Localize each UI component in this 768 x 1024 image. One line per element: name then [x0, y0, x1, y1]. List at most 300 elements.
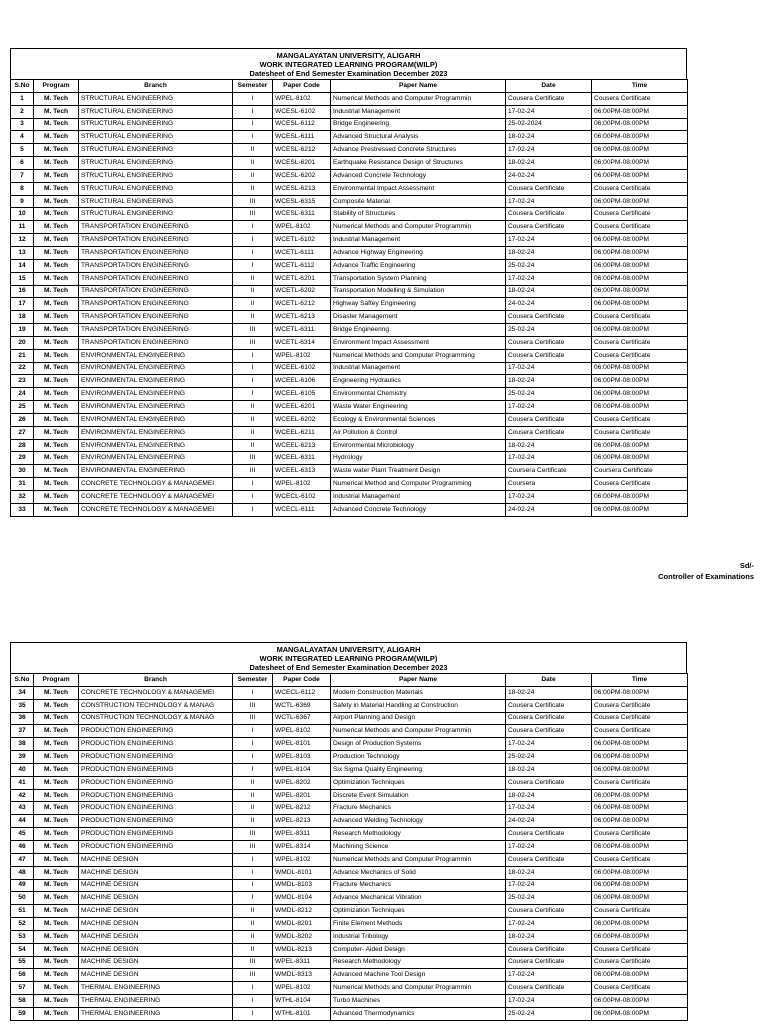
table-row [11, 879, 688, 892]
cell-paper-code: WPEL-8102 [273, 349, 331, 362]
cell-time: 06:00PM-08:00PM [592, 259, 688, 272]
cell-date: 18-02-24 [506, 375, 592, 388]
cell-paper-code: WCETL-6112 [273, 259, 331, 272]
table-row [11, 259, 688, 272]
cell-branch: TRANSPORTATION ENGINEERING [79, 298, 233, 311]
cell-paper-name: Advance Mechanics of Solid [331, 866, 506, 879]
cell-semester: I [233, 388, 273, 401]
table-body [11, 686, 688, 1020]
cell-paper-name: Advance Traffic Engineering [331, 259, 506, 272]
table-row [11, 285, 688, 298]
table-row [11, 349, 688, 362]
cell-program: M. Tech [34, 995, 79, 1008]
cell-paper-code: WCESL-6311 [273, 208, 331, 221]
cell-paper-name: Transportation Modelling & Simulation [331, 285, 506, 298]
cell-paper-name: Design of Production Systems [331, 738, 506, 751]
cell-branch: PRODUCTION ENGINEERING [79, 840, 233, 853]
cell-paper-name: Industrial Management [331, 105, 506, 118]
cell-date: Cousera Certificate [506, 208, 592, 221]
table-row [11, 866, 688, 879]
cell-branch: PRODUCTION ENGINEERING [79, 725, 233, 738]
cell-date: Cousera Certificate [506, 182, 592, 195]
cell-sno: 32 [11, 491, 34, 504]
cell-program: M. Tech [34, 182, 79, 195]
cell-branch: ENVIRONMENTAL ENGINEERING [79, 426, 233, 439]
cell-time: 06:00PM-08:00PM [592, 751, 688, 764]
cell-program: M. Tech [34, 918, 79, 931]
cell-semester: I [233, 234, 273, 247]
cell-semester: III [233, 969, 273, 982]
cell-program: M. Tech [34, 840, 79, 853]
table-row [11, 776, 688, 789]
cell-time: 06:00PM-08:00PM [592, 362, 688, 375]
cell-branch: MACHINE DESIGN [79, 905, 233, 918]
cell-date: 18-02-24 [506, 285, 592, 298]
table-row [11, 478, 688, 491]
cell-branch: TRANSPORTATION ENGINEERING [79, 259, 233, 272]
cell-program: M. Tech [34, 349, 79, 362]
table-row [11, 298, 688, 311]
cell-paper-name: Advanced Structural Analysis [331, 131, 506, 144]
cell-paper-code: WCECL-6112 [273, 686, 331, 699]
cell-time: 06:00PM-08:00PM [592, 401, 688, 414]
cell-program: M. Tech [34, 272, 79, 285]
cell-sno: 23 [11, 375, 34, 388]
cell-paper-code: WPEL-8102 [273, 221, 331, 234]
cell-time: 06:00PM-08:00PM [592, 234, 688, 247]
cell-sno: 56 [11, 969, 34, 982]
table-row [11, 105, 688, 118]
cell-branch: THERMAL ENGINEERING [79, 1007, 233, 1020]
cell-paper-name: Numerical Methods and Computer Programmin [331, 221, 506, 234]
cell-paper-name: Finite Element Methods [331, 918, 506, 931]
cell-time: 06:00PM-08:00PM [592, 439, 688, 452]
cell-paper-code: WCESL-6201 [273, 157, 331, 170]
cell-sno: 41 [11, 776, 34, 789]
cell-program: M. Tech [34, 789, 79, 802]
cell-branch: ENVIRONMENTAL ENGINEERING [79, 452, 233, 465]
table-row [11, 413, 688, 426]
cell-branch: STRUCTURAL ENGINEERING [79, 92, 233, 105]
cell-semester: I [233, 478, 273, 491]
cell-program: M. Tech [34, 169, 79, 182]
cell-branch: MACHINE DESIGN [79, 892, 233, 905]
cell-paper-name: Industrial Management [331, 491, 506, 504]
cell-paper-code: WMDL-8313 [273, 969, 331, 982]
cell-semester: III [233, 699, 273, 712]
cell-paper-code: WPEL-8102 [273, 982, 331, 995]
cell-paper-code: WTHL-8101 [273, 1007, 331, 1020]
cell-sno: 33 [11, 503, 34, 516]
cell-semester: II [233, 169, 273, 182]
col-sno: S.No [11, 80, 34, 93]
cell-sno: 8 [11, 182, 34, 195]
cell-paper-name: Fracture Mechanics [331, 802, 506, 815]
cell-paper-code: WCTL-6369 [273, 699, 331, 712]
table-row [11, 246, 688, 259]
cell-paper-code: WCESL-6102 [273, 105, 331, 118]
cell-semester: I [233, 221, 273, 234]
cell-semester: I [233, 375, 273, 388]
cell-branch: ENVIRONMENTAL ENGINEERING [79, 388, 233, 401]
cell-date: 17-02-24 [506, 918, 592, 931]
table-row [11, 918, 688, 931]
cell-paper-name: Hydrology [331, 452, 506, 465]
cell-paper-code: WCEEL-6211 [273, 426, 331, 439]
cell-semester: II [233, 905, 273, 918]
cell-paper-name: Safety in Material Handling at Construction [331, 699, 506, 712]
cell-semester: II [233, 439, 273, 452]
cell-program: M. Tech [34, 763, 79, 776]
cell-branch: STRUCTURAL ENGINEERING [79, 182, 233, 195]
cell-program: M. Tech [34, 1007, 79, 1020]
cell-paper-code: WMDL-8213 [273, 943, 331, 956]
cell-branch: TRANSPORTATION ENGINEERING [79, 246, 233, 259]
cell-paper-name: Research Methodology [331, 828, 506, 841]
cell-date: 25-02-24 [506, 1007, 592, 1020]
cell-time: 06:00PM-08:00PM [592, 388, 688, 401]
cell-sno: 58 [11, 995, 34, 1008]
cell-date: Cousera Certificate [506, 828, 592, 841]
cell-program: M. Tech [34, 892, 79, 905]
table-row [11, 763, 688, 776]
cell-semester: I [233, 866, 273, 879]
cell-date: 18-02-24 [506, 439, 592, 452]
cell-paper-name: Air Pollution & Control [331, 426, 506, 439]
cell-program: M. Tech [34, 699, 79, 712]
cell-paper-name: Industrial Management [331, 362, 506, 375]
table-row [11, 982, 688, 995]
cell-paper-code: WPEL-8104 [273, 763, 331, 776]
cell-paper-code: WPEL-8102 [273, 478, 331, 491]
table-row [11, 853, 688, 866]
cell-date: 17-02-24 [506, 995, 592, 1008]
cell-time: Cousera Certificate [592, 182, 688, 195]
table-row [11, 1007, 688, 1020]
cell-paper-name: Waste Water Engineering [331, 401, 506, 414]
cell-sno: 15 [11, 272, 34, 285]
cell-program: M. Tech [34, 131, 79, 144]
datesheet-page-1 [10, 48, 687, 517]
cell-paper-name: Machining Science [331, 840, 506, 853]
table-row [11, 905, 688, 918]
cell-paper-code: WCEEL-6105 [273, 388, 331, 401]
cell-program: M. Tech [34, 439, 79, 452]
cell-sno: 37 [11, 725, 34, 738]
cell-program: M. Tech [34, 234, 79, 247]
cell-time: 06:00PM-08:00PM [592, 144, 688, 157]
cell-sno: 46 [11, 840, 34, 853]
cell-program: M. Tech [34, 144, 79, 157]
cell-semester: I [233, 92, 273, 105]
cell-time: 06:00PM-08:00PM [592, 879, 688, 892]
cell-paper-code: WCEEL-6213 [273, 439, 331, 452]
cell-paper-code: WPEL-8102 [273, 92, 331, 105]
cell-paper-name: Numerical Methods and Computer Programming [331, 349, 506, 362]
cell-sno: 40 [11, 763, 34, 776]
sheet-title: Datesheet of End Semester Examination December 2023 [249, 69, 448, 78]
cell-semester: I [233, 982, 273, 995]
cell-semester: III [233, 324, 273, 337]
cell-paper-name: Advance Prestressed Concrete Structures [331, 144, 506, 157]
cell-program: M. Tech [34, 982, 79, 995]
cell-semester: II [233, 815, 273, 828]
table-row [11, 699, 688, 712]
cell-date: Coursera Certificate [506, 465, 592, 478]
cell-sno: 57 [11, 982, 34, 995]
cell-sno: 14 [11, 259, 34, 272]
cell-date: 17-02-24 [506, 272, 592, 285]
cell-program: M. Tech [34, 465, 79, 478]
cell-sno: 5 [11, 144, 34, 157]
cell-sno: 19 [11, 324, 34, 337]
program-name: WORK INTEGRATED LEARNING PROGRAM(WILP) [259, 60, 438, 69]
cell-paper-name: Transportation System Planning [331, 272, 506, 285]
cell-semester: I [233, 349, 273, 362]
cell-paper-name: Advanced Concrete Technology [331, 169, 506, 182]
cell-paper-name: Stability of Structures [331, 208, 506, 221]
cell-semester: I [233, 491, 273, 504]
cell-branch: TRANSPORTATION ENGINEERING [79, 336, 233, 349]
university-name: MANGALAYATAN UNIVERSITY, ALIGARH [276, 645, 421, 654]
cell-sno: 55 [11, 956, 34, 969]
cell-date: Cousera Certificate [506, 426, 592, 439]
col-paper-name: Paper Name [331, 80, 506, 93]
cell-branch: TRANSPORTATION ENGINEERING [79, 234, 233, 247]
cell-sno: 20 [11, 336, 34, 349]
cell-sno: 25 [11, 401, 34, 414]
cell-paper-name: Production Technology [331, 751, 506, 764]
cell-program: M. Tech [34, 285, 79, 298]
cell-branch: PRODUCTION ENGINEERING [79, 789, 233, 802]
cell-date: Cousera Certificate [506, 349, 592, 362]
table-row [11, 144, 688, 157]
cell-branch: CONCRETE TECHNOLOGY & MANAGEMEI [79, 686, 233, 699]
cell-semester: II [233, 413, 273, 426]
cell-program: M. Tech [34, 956, 79, 969]
cell-paper-name: Engineering Hydraulics [331, 375, 506, 388]
cell-program: M. Tech [34, 452, 79, 465]
cell-time: 06:00PM-08:00PM [592, 802, 688, 815]
cell-semester: III [233, 336, 273, 349]
cell-time: Cousera Certificate [592, 478, 688, 491]
cell-branch: MACHINE DESIGN [79, 930, 233, 943]
table-row [11, 738, 688, 751]
cell-time: Cousera Certificate [592, 221, 688, 234]
cell-time: 06:00PM-08:00PM [592, 840, 688, 853]
table-row [11, 892, 688, 905]
cell-date: Cousera Certificate [506, 982, 592, 995]
cell-semester: I [233, 892, 273, 905]
cell-semester: III [233, 465, 273, 478]
cell-program: M. Tech [34, 195, 79, 208]
cell-paper-code: WCESL-6202 [273, 169, 331, 182]
cell-semester: II [233, 789, 273, 802]
cell-sno: 12 [11, 234, 34, 247]
cell-paper-name: Airport Planning and Design [331, 712, 506, 725]
cell-time: Cousera Certificate [592, 725, 688, 738]
cell-sno: 39 [11, 751, 34, 764]
cell-paper-name: Numerical Methods and Computer Programmin [331, 982, 506, 995]
cell-date: Cousera Certificate [506, 221, 592, 234]
cell-program: M. Tech [34, 221, 79, 234]
table-row [11, 789, 688, 802]
cell-sno: 29 [11, 452, 34, 465]
cell-date: Cousera Certificate [506, 311, 592, 324]
cell-paper-code: WPEL-8311 [273, 956, 331, 969]
cell-semester: I [233, 503, 273, 516]
table-row [11, 465, 688, 478]
cell-paper-code: WCESL-6112 [273, 118, 331, 131]
table-row [11, 439, 688, 452]
col-sno: S.No [11, 674, 34, 687]
cell-time: 06:00PM-08:00PM [592, 892, 688, 905]
cell-semester: I [233, 751, 273, 764]
cell-date: 18-02-24 [506, 131, 592, 144]
cell-paper-name: Modern Construction Materials [331, 686, 506, 699]
table-row [11, 182, 688, 195]
cell-branch: MACHINE DESIGN [79, 943, 233, 956]
cell-sno: 26 [11, 413, 34, 426]
cell-semester: I [233, 131, 273, 144]
cell-semester: I [233, 105, 273, 118]
cell-semester: I [233, 763, 273, 776]
cell-date: 25-02-24 [506, 751, 592, 764]
cell-semester: III [233, 712, 273, 725]
cell-sno: 16 [11, 285, 34, 298]
cell-time: 06:00PM-08:00PM [592, 995, 688, 1008]
cell-paper-name: Numerical Method and Computer Programming [331, 478, 506, 491]
cell-paper-name: Advanced Concrete Technology [331, 503, 506, 516]
cell-paper-code: WTHL-8104 [273, 995, 331, 1008]
cell-date: Cousera Certificate [506, 956, 592, 969]
cell-time: Cousera Certificate [592, 828, 688, 841]
cell-time: Cousera Certificate [592, 413, 688, 426]
cell-paper-code: WCETL-6102 [273, 234, 331, 247]
cell-branch: ENVIRONMENTAL ENGINEERING [79, 413, 233, 426]
cell-paper-name: Waste water Plant Treatment Design [331, 465, 506, 478]
cell-branch: TRANSPORTATION ENGINEERING [79, 324, 233, 337]
sheet-header [10, 642, 687, 673]
cell-program: M. Tech [34, 105, 79, 118]
cell-paper-code: WPEL-8213 [273, 815, 331, 828]
cell-paper-code: WPEL-8102 [273, 725, 331, 738]
cell-paper-name: Bridge Engineering [331, 324, 506, 337]
cell-sno: 42 [11, 789, 34, 802]
cell-date: 18-02-24 [506, 157, 592, 170]
cell-sno: 43 [11, 802, 34, 815]
table-row [11, 362, 688, 375]
cell-paper-code: WPEL-8212 [273, 802, 331, 815]
cell-program: M. Tech [34, 426, 79, 439]
cell-paper-code: WCEEL-6106 [273, 375, 331, 388]
table-row [11, 503, 688, 516]
cell-time: 06:00PM-08:00PM [592, 452, 688, 465]
cell-program: M. Tech [34, 686, 79, 699]
cell-program: M. Tech [34, 828, 79, 841]
cell-program: M. Tech [34, 491, 79, 504]
cell-program: M. Tech [34, 298, 79, 311]
cell-sno: 1 [11, 92, 34, 105]
cell-program: M. Tech [34, 208, 79, 221]
cell-time: 06:00PM-08:00PM [592, 969, 688, 982]
cell-branch: CONCRETE TECHNOLOGY & MANAGEMEI [79, 491, 233, 504]
cell-date: 25-02-2024 [506, 118, 592, 131]
cell-sno: 21 [11, 349, 34, 362]
cell-time: Cousera Certificate [592, 712, 688, 725]
cell-paper-code: WCETL-6201 [273, 272, 331, 285]
cell-branch: STRUCTURAL ENGINEERING [79, 118, 233, 131]
table-row [11, 221, 688, 234]
cell-semester: II [233, 943, 273, 956]
col-paper-name: Paper Name [331, 674, 506, 687]
cell-paper-name: Turbo Machines [331, 995, 506, 1008]
sheet-title: Datesheet of End Semester Examination December 2023 [249, 663, 448, 672]
cell-program: M. Tech [34, 375, 79, 388]
cell-semester: II [233, 802, 273, 815]
cell-branch: ENVIRONMENTAL ENGINEERING [79, 349, 233, 362]
cell-paper-code: WCEEL-6311 [273, 452, 331, 465]
table-row [11, 995, 688, 1008]
cell-time: 06:00PM-08:00PM [592, 375, 688, 388]
cell-time: Cousera Certificate [592, 208, 688, 221]
cell-paper-code: WCEEL-6201 [273, 401, 331, 414]
cell-time: 06:00PM-08:00PM [592, 789, 688, 802]
cell-time: 06:00PM-08:00PM [592, 1007, 688, 1020]
cell-date: 18-02-24 [506, 246, 592, 259]
col-paper-code: Paper Code [273, 674, 331, 687]
cell-time: 06:00PM-08:00PM [592, 285, 688, 298]
col-paper-code: Paper Code [273, 80, 331, 93]
cell-time: 06:00PM-08:00PM [592, 866, 688, 879]
cell-sno: 7 [11, 169, 34, 182]
cell-branch: STRUCTURAL ENGINEERING [79, 195, 233, 208]
cell-semester: II [233, 285, 273, 298]
cell-paper-code: WCETL-6213 [273, 311, 331, 324]
cell-date: Cousera Certificate [506, 413, 592, 426]
cell-branch: MACHINE DESIGN [79, 866, 233, 879]
cell-date: Cousera Certificate [506, 92, 592, 105]
cell-program: M. Tech [34, 336, 79, 349]
cell-date: 24-02-24 [506, 169, 592, 182]
cell-paper-code: WCETL-6111 [273, 246, 331, 259]
cell-semester: II [233, 918, 273, 931]
cell-date: 17-02-24 [506, 401, 592, 414]
cell-date: Cousera Certificate [506, 712, 592, 725]
cell-sno: 36 [11, 712, 34, 725]
table-row [11, 208, 688, 221]
cell-paper-name: Industrial Tribology [331, 930, 506, 943]
cell-paper-code: WMDL-8212 [273, 905, 331, 918]
cell-sno: 11 [11, 221, 34, 234]
cell-semester: II [233, 930, 273, 943]
cell-time: 06:00PM-08:00PM [592, 195, 688, 208]
cell-program: M. Tech [34, 118, 79, 131]
col-date: Date [506, 674, 592, 687]
cell-program: M. Tech [34, 362, 79, 375]
cell-time: 06:00PM-08:00PM [592, 686, 688, 699]
cell-program: M. Tech [34, 969, 79, 982]
cell-date: 17-02-24 [506, 144, 592, 157]
table-row [11, 234, 688, 247]
col-semester: Semester [233, 80, 273, 93]
cell-date: 25-02-24 [506, 388, 592, 401]
cell-paper-name: Numerical Methods and Computer Programmin [331, 725, 506, 738]
table-row [11, 311, 688, 324]
signature-designation: Controller of Examinations [658, 572, 754, 581]
table-row [11, 686, 688, 699]
cell-paper-name: Composite Material [331, 195, 506, 208]
